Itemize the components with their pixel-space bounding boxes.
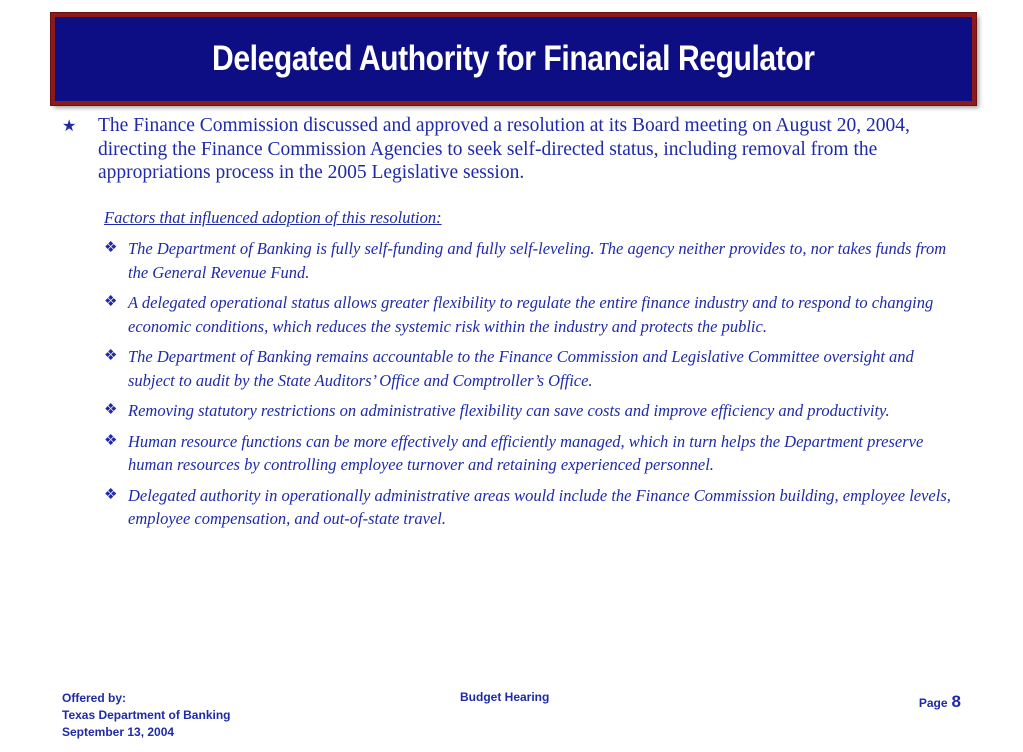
list-item-text: The Department of Banking is fully self-funding and fully self-leveling. The agency neither provides to, nor takes funds from the General Revenue Fund. xyxy=(128,239,947,282)
footer-date: September 13, 2004 xyxy=(62,725,175,739)
footer-event: Budget Hearing xyxy=(460,690,550,704)
diamond-bullet-icon: ❖ xyxy=(104,348,118,364)
footer-credits xyxy=(62,690,230,741)
factors-heading: Factors that influenced adoption of this resolution: xyxy=(104,208,442,227)
list-item xyxy=(104,345,954,392)
list-item-text: Human resource functions can be more effectively and efficiently managed, which in turn helps the Department preserve human resources by controlling employee turnover and retaining experienced personnel. xyxy=(128,431,924,474)
diamond-bullet-icon: ❖ xyxy=(104,486,118,503)
title-banner xyxy=(51,13,976,105)
page-number: 8 xyxy=(951,692,961,711)
star-icon: ★ xyxy=(62,118,77,135)
list-item xyxy=(104,484,954,531)
slide-title: Delegated Authority for Financial Regulator xyxy=(212,39,815,78)
footer-organization: Texas Department of Banking xyxy=(62,708,231,722)
list-item xyxy=(104,430,954,477)
list-item xyxy=(104,237,954,284)
main-bullet xyxy=(62,114,942,185)
list-item xyxy=(104,291,954,338)
diamond-bullet-icon: ❖ xyxy=(104,402,118,418)
main-bullet-text: The Finance Commission discussed and approved a resolution at its Board meeting on August 20, 2004, directing the Finance Commission Agencies to seek self-directed status, including removal from the appropriations process in the 2005 Legislative session. xyxy=(98,115,910,183)
page-indicator xyxy=(919,692,961,712)
factors-list xyxy=(104,237,954,538)
list-item-text: Delegated authority in operationally administrative areas would include the Finance Commission building, employee levels, employee compensation, and out-of-state travel. xyxy=(128,485,951,528)
footer-offered-by: Offered by: xyxy=(62,691,127,705)
list-item-text: The Department of Banking remains accountable to the Finance Commission and Legislative Committee oversight and subject to audit by the State Auditors’ Office and Comptroller’s Office. xyxy=(128,347,914,390)
list-item-text: Removing statutory restrictions on administrative flexibility can save costs and improve efficiency and productivity. xyxy=(128,401,890,420)
diamond-bullet-icon: ❖ xyxy=(104,240,118,256)
diamond-bullet-icon: ❖ xyxy=(104,432,118,449)
diamond-bullet-icon: ❖ xyxy=(104,294,118,310)
list-item xyxy=(104,399,954,423)
page-label: Page xyxy=(918,696,948,710)
list-item-text: A delegated operational status allows greater flexibility to regulate the entire finance industry and to respond to changing economic conditions, which reduces the systemic risk within the industry and protects the public. xyxy=(128,293,934,336)
